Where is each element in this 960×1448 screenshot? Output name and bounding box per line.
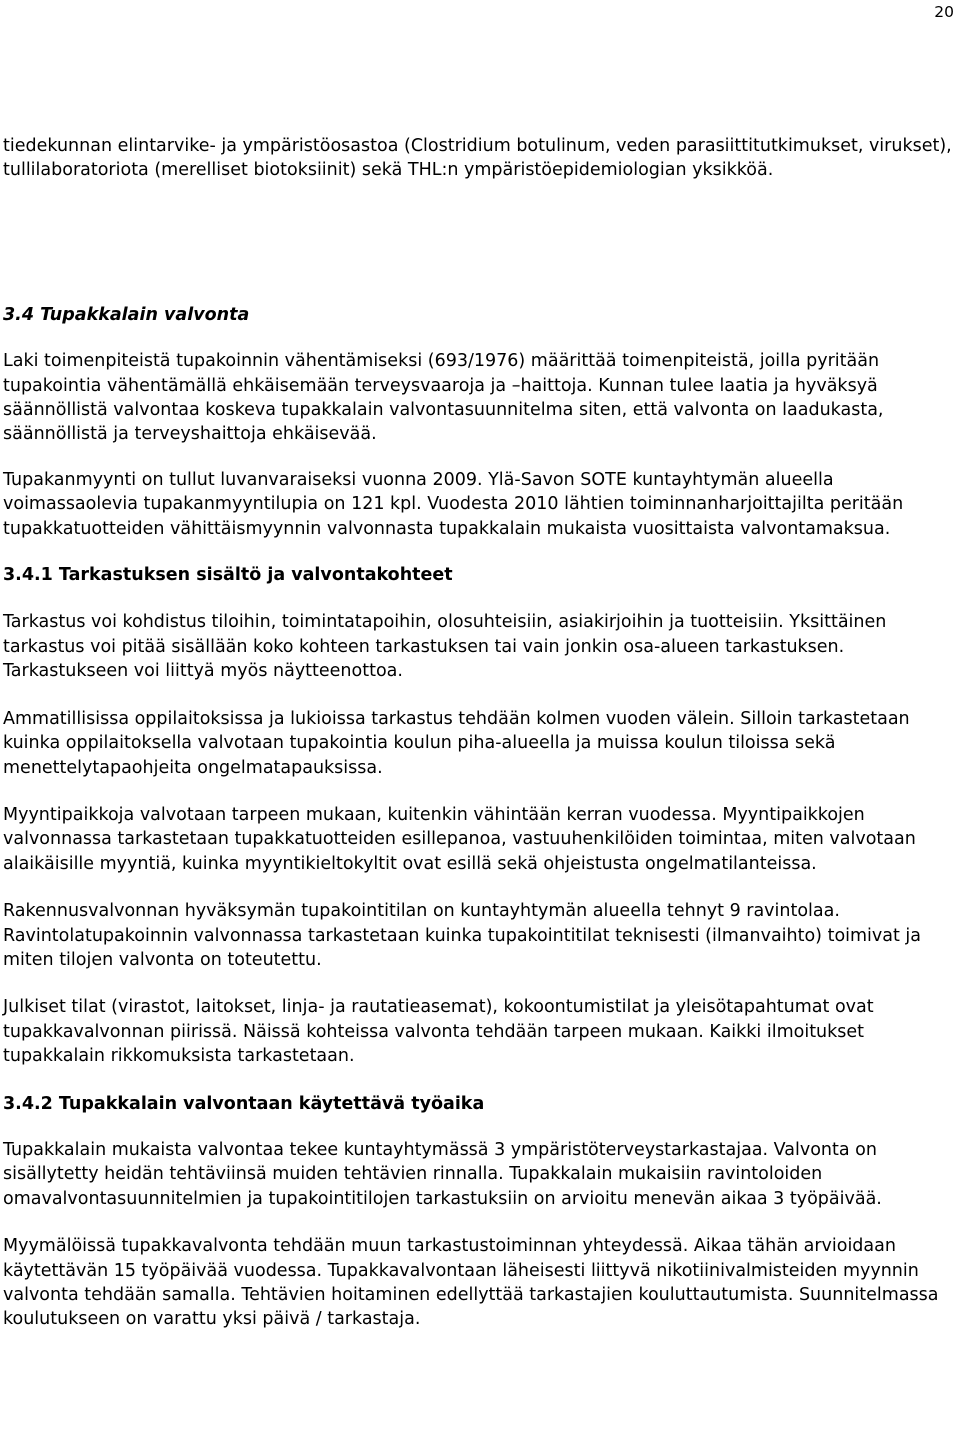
section-3-4-paragraph-1: Laki toimenpiteistä tupakoinnin vähentämiseksi (693/1976) määrittää toimenpiteistä, joilla pyritään tupakointia vähentämällä ehkäisemään terveysvaaroja ja –haittoja. Kunnan tulee laatia ja hyväksyä säännöllistä valvontaa koskeva tupakkalain valvontasuunnitelma siten, että valvonta on laadukasta, säännöllistä ja terveyshaittoja ehkäisevää. [3,351,884,445]
section-3-4-1-paragraph-1: Tarkastus voi kohdistus tiloihin, toimintatapoihin, olosuhteisiin, asiakirjoihin ja tuotteisiin. Yksittäinen tarkastus voi pitää sisällään koko kohteen tarkastuksen tai vain jonkin osa-alueen tarkastuksen. Tarkastukseen voi liittyä myös näytteenottoa. [3,612,887,682]
section-3-4-2-paragraph-2: Myymälöissä tupakkavalvonta tehdään muun tarkastustoiminnan yhteydessä. Aikaa tähän arvioidaan käytettävän 15 työpäivää vuodessa. Tupakkavalvontaan läheisesti liittyvä nikotiinivalmisteiden myynnin valvonta tehdään samalla. Tehtävien hoitaminen edellyttää tarkastajien kouluttautumista. Suunnitelmassa koulutukseen on varattu yksi päivä / tarkastaja. [3,1236,939,1330]
section-3-4-2-paragraph-1: Tupakkalain mukaista valvontaa tekee kuntayhtymässä 3 ympäristöterveystarkastajaa. Valvonta on sisällytetty heidän tehtäviinsä muiden tehtävien rinnalla. Tupakkalain mukaisiin ravintoloiden omavalvontasuunnitelmien ja tupakointitilojen tarkastuksiin on arvioitu menevän aikaa 3 työpäivää. [3,1139,882,1209]
section-3-4-1-paragraph-4: Rakennusvalvonnan hyväksymän tupakointitilan on kuntayhtymän alueella tehnyt 9 ravintolaa. Ravintolatupakoinnin valvonnassa tarkastetaan kuinka tupakointitilat teknisesti (ilmanvaihto) toimivat ja miten tilojen valvonta on toteutettu. [3,901,922,970]
page-content [3,134,958,1332]
section-3-4-1-heading: 3.4.1 Tarkastuksen sisältö ja valvontakohteet [3,565,453,586]
section-3-4-1-paragraph-3: Myyntipaikkoja valvotaan tarpeen mukaan, kuitenkin vähintään kerran vuodessa. Myyntipaikkojen valvonnassa tarkastetaan tupakkatuotteiden esillepanoa, vastuuhenkilöiden toimintaa, miten valvotaan alaikäisille myyntiä, kuinka myyntikieltokyltit ovat esillä sekä ohjeistusta ongelmatilanteissa. [3,804,916,874]
intro-paragraph: tiedekunnan elintarvike- ja ympäristöosastoa (Clostridium botulinum, veden parasiittitutkimukset, virukset), tullilaboratoriota (merelliset biotoksiinit) sekä THL:n ympäristöepidemiologian yksikköä. [3,136,952,181]
page-number: 20 [934,3,954,21]
section-3-4-2-heading: 3.4.2 Tupakkalain valvontaan käytettävä työaika [3,1093,485,1114]
section-3-4-1-paragraph-2: Ammatillisissa oppilaitoksissa ja lukioissa tarkastus tehdään kolmen vuoden välein. Silloin tarkastetaan kuinka oppilaitoksella valvotaan tupakointia koulun piha-alueella ja muissa koulun tiloissa sekä menettelytapaohjeita ongelmatapauksissa. [3,708,910,778]
section-3-4-1-paragraph-5: Julkiset tilat (virastot, laitokset, linja- ja rautatieasemat), kokoontumistilat ja yleisötapahtumat ovat tupakkavalvonnan piirissä. Näissä kohteissa valvonta tehdään tarpeen mukaan. Kaikki ilmoitukset tupakkalain rikkomuksista tarkastetaan. [3,997,874,1067]
section-3-4-heading: 3.4 Tupakkalain valvonta [3,304,250,325]
section-3-4-paragraph-2: Tupakanmyynti on tullut luvanvaraiseksi vuonna 2009. Ylä-Savon SOTE kuntayhtymän alueella voimassaolevia tupakanmyyntilupia on 121 kpl. Vuodesta 2010 lähtien toiminnanharjoittajilta peritään tupakkatuotteiden vähittäismyynnin valvonnasta tupakkalain mukaista vuosittaista valvontamaksua. [3,469,904,539]
